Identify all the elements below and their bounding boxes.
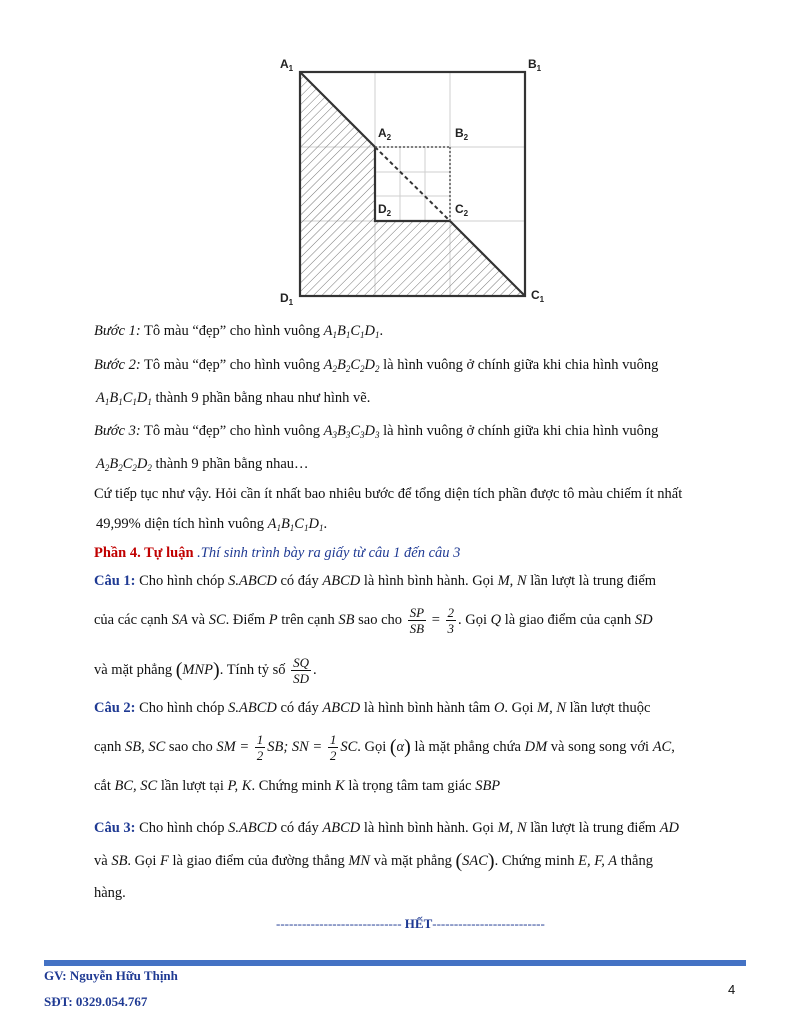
label-d1: $D_1$ [280,291,294,307]
fraction-sq-sd: $\frac{SQ}{SD}$ [293,655,310,686]
step-1-label: Bước 1: [94,323,141,339]
part4-note: .Thí sinh trình bày ra giấy từ câu 1 đến câu 3 [193,545,461,561]
fraction-two-thirds: $\frac{2}{3}$ [447,605,455,636]
q3-line3: hàng. [94,885,126,901]
q1-line1: Câu 1: Cho hình chóp S.ABCD có đáy ABCD là hình bình hành. Gọi M, N lần lượt là trung điểm [94,573,657,589]
part4-heading [94,545,792,562]
label-b1: $B_1$ [528,57,542,73]
q2-line3: cắt BC, SC lần lượt tại P, K. Chứng minh K là trọng tâm tam giác SBP [94,778,501,794]
label-a1: $A_1$ [280,57,294,73]
footer-bar [44,960,746,966]
label-a2: $A_2$ [378,126,392,142]
footer-teacher: GV: Nguyễn Hữu Thịnh [44,968,178,983]
step-3-line: Bước 3: Tô màu “đẹp” cho hình vuông $A_3B_3C_3D_3$ là hình vuông ở chính giữa khi chia hình vuông [94,423,659,440]
question-line: Cứ tiếp tục như vậy. Hỏi cần ít nhất bao nhiêu bước để tổng diện tích phần được tô màu chiếm ít nhất [94,486,683,502]
step-2-cont: $A_1B_1C_1D_1$ thành 9 phần bằng nhau như hình vẽ. [96,390,371,407]
q3-line1: Câu 3: Cho hình chóp S.ABCD có đáy ABCD là hình bình hành. Gọi M, N lần lượt là trung điểm AD [94,820,680,836]
fraction-sp-sb: $\frac{SP}{SB}$ [409,605,425,636]
q2-line2: cạnh SB, SC sao cho SM = $\frac{1}{2}$ SB; SN = $\frac{1}{2}$ SC. Gọi (α) là mặt phẳng chứa DM và song song với AC, [94,732,675,763]
q1-label: Câu 1: [94,573,136,589]
page-number: 4 [728,982,736,997]
nested-squares-figure [270,50,560,312]
label-b2: $B_2$ [455,126,469,142]
fraction-half-2: $\frac{1}{2}$ [329,732,337,763]
q2-line1: Câu 2: Cho hình chóp S.ABCD có đáy ABCD là hình bình hành tâm O. Gọi M, N lần lượt thuộc [94,700,651,716]
end-marker: ----------------------------- HẾT-------------------------- [276,916,545,931]
label-d2: $D_2$ [378,202,392,218]
step-2-label: Bước 2: [94,357,141,373]
q3-label: Câu 3: [94,820,136,836]
q3-line2: và SB. Gọi F là giao điểm của đường thẳng MN và mặt phẳng (SAC). Chứng minh E, F, A thẳng [94,850,653,872]
step-1-line: Bước 1: Tô màu “đẹp” cho hình vuông $A_1B_1C_1D_1$. [94,323,384,340]
fraction-half-1: $\frac{1}{2}$ [256,732,264,763]
question-cont: 49,99% diện tích hình vuông $A_1B_1C_1D_1$. [96,516,328,533]
q2-label: Câu 2: [94,700,136,716]
part4-title: Phần 4. Tự luận [94,545,194,561]
label-c1: $C_1$ [531,288,545,304]
step-3-cont: $A_2B_2C_2D_2$ thành 9 phần bằng nhau… [96,456,309,473]
q1-line3: và mặt phẳng (MNP). Tính tỷ số $\frac{SQ}{SD}$ . [94,655,317,686]
q1-line2: của các cạnh SA và SC. Điểm P trên cạnh SB sao cho $\frac{SP}{SB}$ = $\frac{2}{3}$ . Gọi Q là giao điểm của cạnh SD [94,605,653,636]
footer-phone: SĐT: 0329.054.767 [44,994,148,1009]
label-c2: $C_2$ [455,202,469,218]
step-3-label: Bước 3: [94,423,141,439]
step-2-line: Bước 2: Tô màu “đẹp” cho hình vuông $A_2B_2C_2D_2$ là hình vuông ở chính giữa khi chia hình vuông [94,357,659,374]
